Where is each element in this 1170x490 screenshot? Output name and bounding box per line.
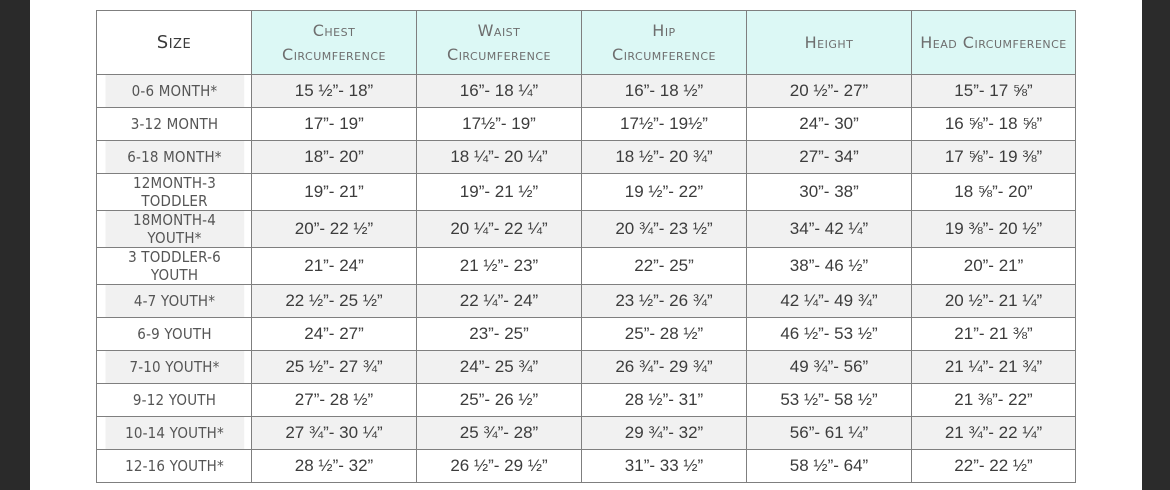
cell-hip: 17½”- 19½”	[582, 108, 747, 141]
cell-head: 19 ⅜”- 20 ½”	[912, 211, 1076, 248]
table-row	[97, 211, 1076, 248]
cell-chest: 22 ½”- 25 ½”	[252, 285, 417, 318]
table-row	[97, 75, 1076, 108]
cell-waist: 17½”- 19”	[417, 108, 582, 141]
cell-height: 42 ¼”- 49 ¾”	[747, 285, 912, 318]
document-page	[30, 0, 1142, 490]
cell-height: 53 ½”- 58 ½”	[747, 384, 912, 417]
size-chart-table	[96, 10, 1076, 483]
window-edge	[1142, 0, 1170, 490]
cell-waist: 25 ¾”- 28”	[417, 417, 582, 450]
header-waist: Waist Circumference	[417, 11, 582, 75]
cell-height: 58 ½”- 64”	[747, 450, 912, 483]
header-height: Height	[747, 11, 912, 75]
cell-hip: 23 ½”- 26 ¾”	[582, 285, 747, 318]
cell-size: 7-10 YOUTH*	[104, 351, 244, 384]
cell-size: 3 TODDLER-6 YOUTH	[104, 248, 244, 285]
table-row	[97, 285, 1076, 318]
cell-height: 34”- 42 ¼”	[747, 211, 912, 248]
cell-waist: 16”- 18 ¼”	[417, 75, 582, 108]
table-row	[97, 141, 1076, 174]
cell-chest: 15 ½”- 18”	[252, 75, 417, 108]
cell-waist: 20 ¼”- 22 ¼”	[417, 211, 582, 248]
cell-head: 21 ¼”- 21 ¾”	[912, 351, 1076, 384]
cell-hip: 18 ½”- 20 ¾”	[582, 141, 747, 174]
cell-height: 56”- 61 ¼”	[747, 417, 912, 450]
cell-head: 18 ⅝”- 20”	[912, 174, 1076, 211]
cell-size: 12-16 YOUTH*	[104, 450, 244, 483]
cell-chest: 20”- 22 ½”	[252, 211, 417, 248]
cell-head: 21”- 21 ⅜”	[912, 318, 1076, 351]
header-hip: Hip Circumference	[582, 11, 747, 75]
table-row	[97, 450, 1076, 483]
cell-waist: 26 ½”- 29 ½”	[417, 450, 582, 483]
cell-head: 15”- 17 ⅝”	[912, 75, 1076, 108]
table-row	[97, 174, 1076, 211]
table-row	[97, 318, 1076, 351]
cell-waist: 25”- 26 ½”	[417, 384, 582, 417]
cell-head: 20”- 21”	[912, 248, 1076, 285]
cell-size: 18MONTH-4 YOUTH*	[104, 211, 244, 248]
table-row	[97, 351, 1076, 384]
cell-size: 6-18 MONTH*	[104, 141, 244, 174]
cell-size: 4-7 YOUTH*	[104, 285, 244, 318]
cell-chest: 28 ½”- 32”	[252, 450, 417, 483]
cell-chest: 17”- 19”	[252, 108, 417, 141]
header-chest: Chest Circumference	[252, 11, 417, 75]
header-head: Head Circumference	[912, 11, 1076, 75]
cell-hip: 16”- 18 ½”	[582, 75, 747, 108]
cell-chest: 21”- 24”	[252, 248, 417, 285]
cell-size: 9-12 YOUTH	[104, 384, 244, 417]
cell-hip: 29 ¾”- 32”	[582, 417, 747, 450]
cell-waist: 18 ¼”- 20 ¼”	[417, 141, 582, 174]
cell-height: 46 ½”- 53 ½”	[747, 318, 912, 351]
cell-size: 0-6 MONTH*	[104, 75, 244, 108]
cell-chest: 27 ¾”- 30 ¼”	[252, 417, 417, 450]
cell-hip: 22”- 25”	[582, 248, 747, 285]
cell-waist: 24”- 25 ¾”	[417, 351, 582, 384]
cell-height: 27”- 34”	[747, 141, 912, 174]
cell-hip: 20 ¾”- 23 ½”	[582, 211, 747, 248]
cell-hip: 28 ½”- 31”	[582, 384, 747, 417]
cell-chest: 25 ½”- 27 ¾”	[252, 351, 417, 384]
cell-hip: 31”- 33 ½”	[582, 450, 747, 483]
cell-height: 38”- 46 ½”	[747, 248, 912, 285]
cell-hip: 25”- 28 ½”	[582, 318, 747, 351]
table-row	[97, 108, 1076, 141]
cell-chest: 24”- 27”	[252, 318, 417, 351]
cell-waist: 22 ¼”- 24”	[417, 285, 582, 318]
cell-height: 49 ¾”- 56”	[747, 351, 912, 384]
cell-chest: 19”- 21”	[252, 174, 417, 211]
cell-size: 10-14 YOUTH*	[104, 417, 244, 450]
cell-chest: 18”- 20”	[252, 141, 417, 174]
cell-height: 20 ½”- 27”	[747, 75, 912, 108]
cell-waist: 23”- 25”	[417, 318, 582, 351]
cell-chest: 27”- 28 ½”	[252, 384, 417, 417]
cell-head: 16 ⅝”- 18 ⅝”	[912, 108, 1076, 141]
cell-size: 3-12 MONTH	[104, 108, 244, 141]
cell-head: 22”- 22 ½”	[912, 450, 1076, 483]
cell-size: 6-9 YOUTH	[104, 318, 244, 351]
table-header-row	[97, 11, 1076, 75]
cell-head: 20 ½”- 21 ¼”	[912, 285, 1076, 318]
cell-waist: 21 ½”- 23”	[417, 248, 582, 285]
cell-hip: 26 ¾”- 29 ¾”	[582, 351, 747, 384]
cell-hip: 19 ½”- 22”	[582, 174, 747, 211]
cell-waist: 19”- 21 ½”	[417, 174, 582, 211]
cell-head: 21 ¾”- 22 ¼”	[912, 417, 1076, 450]
header-size: Size	[97, 11, 252, 75]
cell-height: 24”- 30”	[747, 108, 912, 141]
table-row	[97, 417, 1076, 450]
cell-height: 30”- 38”	[747, 174, 912, 211]
table-body	[97, 75, 1076, 483]
cell-head: 21 ⅜”- 22”	[912, 384, 1076, 417]
table-row	[97, 248, 1076, 285]
cell-head: 17 ⅝”- 19 ⅜”	[912, 141, 1076, 174]
cell-size: 12MONTH-3 TODDLER	[104, 174, 244, 211]
table-row	[97, 384, 1076, 417]
